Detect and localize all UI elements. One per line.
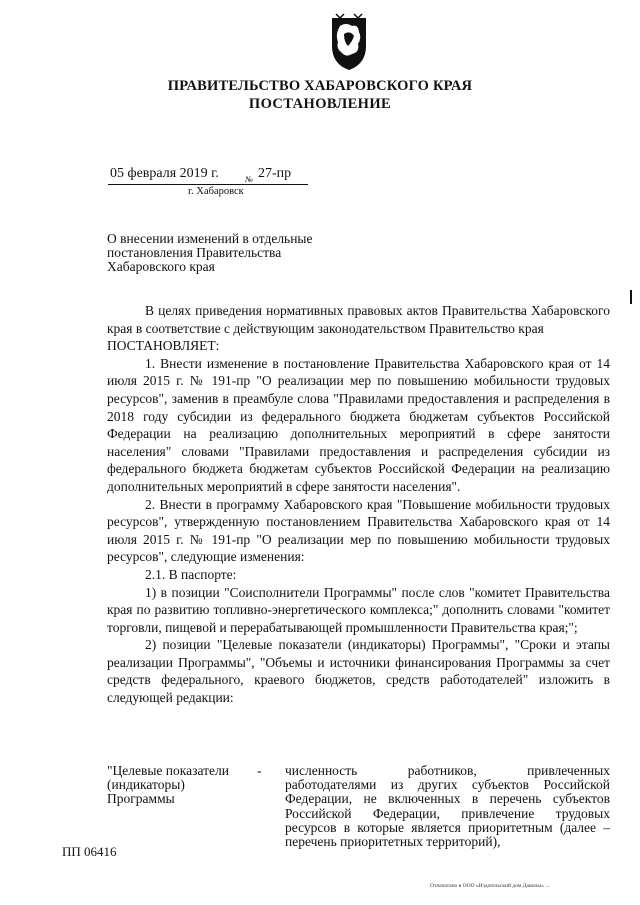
table-content: численность работников, привлеченных работодателями из других субъектов Российской Федерации, не включенных в перечень субъектов Российской Федерации, привлечение трудовых ресурсов в которые является приоритетным (далее – перечень приоритетных территорий), [285,763,610,850]
table-label: "Целевые показатели (индикаторы) Программы [107,763,229,807]
city-name: г. Хабаровск [188,186,244,197]
paragraph-2-1-2: 2) позиции "Целевые показатели (индикаторы) Программы", "Сроки и этапы реализации Программы", "Объемы и источники финансирования Программы за счет средств федерального, краевого бюджетов, средств работодателей" изложить в следующей редакции: [107,637,610,706]
preamble: В целях приведения нормативных правовых актов Правительства Хабаровского края в соответствие с действующим законодательством Правительство края [107,303,610,336]
resolves-heading: ПОСТАНОВЛЯЕТ: [107,338,220,354]
table-dash: - [257,763,262,778]
document-subject: О внесении изменений в отдельные постановления Правительства Хабаровского края [107,231,313,274]
number-sign: № [245,174,254,184]
paragraph-1: 1. Внести изменение в постановление Правительства Хабаровского края от 14 июля 2015 г. № 191-пр "О реализации мер по повышению мобильности трудовых ресурсов", заменив в преамбуле слова "Правилами предоставления и распределения в 2018 году субсидии из федерального бюджета бюджетам субъектов Российской Федерации на реализацию дополнительных мероприятий в сфере занятости населения" словами "Правилами предоставления и распределения субсидии из федерального бюджета бюджетам субъектов Российской Федерации на реализацию дополнительных мероприятий в сфере занятости населения". [107,355,610,494]
document-code: ПП 06416 [62,844,117,859]
document-type: ПОСТАНОВЛЕНИЕ [248,96,392,112]
print-note: Отпечатано в ООО «Издательский дом Данилы» ... [430,883,550,889]
date-underline [108,184,308,185]
coat-of-arms-icon [326,12,372,72]
document-date: 05 февраля 2019 г. [110,166,219,181]
paragraph-2: 2. Внести в программу Хабаровского края "Повышение мобильности трудовых ресурсов", утвержденную постановлением Правительства Хабаровского края от 14 июля 2015 г. № 191-пр "О реализации мер по повышению мобильности трудовых ресурсов", следующие изменения: [107,496,610,565]
government-title: ПРАВИТЕЛЬСТВО ХАБАРОВСКОГО КРАЯ [167,78,473,94]
margin-mark [630,290,632,304]
document-number: 27-пр [258,166,292,181]
document-body [107,302,610,707]
paragraph-2-1: 2.1. В паспорте: [145,566,237,582]
paragraph-2-1-1: 1) в позиции "Соисполнители Программы" после слов "комитет Правительства края по развитию топливно-энергетического комплекса;" дополнить словами "комитет торговли, пищевой и перерабатывающей промышленности Правительства края;"; [107,584,610,635]
